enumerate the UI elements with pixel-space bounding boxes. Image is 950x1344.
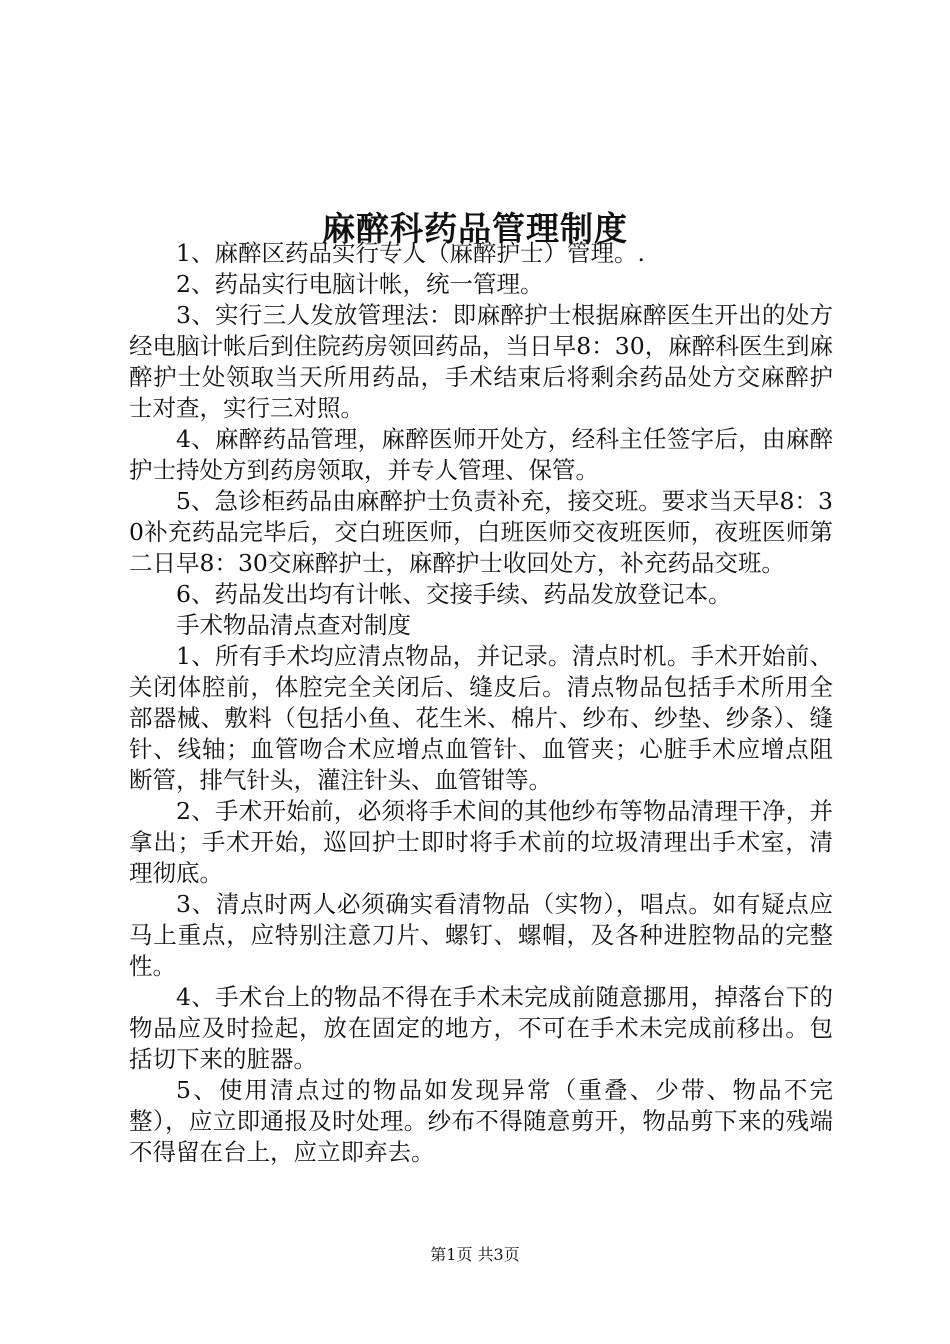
paragraph: 2、药品实行电脑计帐，统一管理。 [176, 270, 544, 298]
paragraph: 6、药品发出均有计帐、交接手续、药品发放登记本。 [176, 580, 732, 608]
paragraph: 1、麻醉区药品实行专人（麻醉护士）管理。. [176, 239, 645, 267]
paragraph: 4、麻醉药品管理，麻醉医师开处方，经科主任签字后，由麻醉护士持处方到药房领取，并专人管理、保管。 [129, 425, 833, 484]
paragraph: 5、使用清点过的物品如发现异常（重叠、少带、物品不完整），应立即通报及时处理。纱布不得随意剪开，物品剪下来的残端不得留在台上，应立即弃去。 [129, 1076, 833, 1166]
page-footer: 第1页 共3页 [430, 1245, 520, 1264]
document-title: 麻醉科药品管理制度 [322, 209, 628, 249]
paragraph: 5、急诊柜药品由麻醉护士负责补充，接交班。要求当天早8：30补充药品完毕后，交白班医师，白班医师交夜班医师，夜班医师第二日早8：30交麻醉护士，麻醉护士收回处方，补充药品交班。 [129, 487, 833, 577]
section-heading: 手术物品清点查对制度 [176, 611, 411, 639]
paragraph: 4、手术台上的物品不得在手术未完成前随意挪用，掉落台下的物品应及时捡起，放在固定的地方，不可在手术未完成前移出。包括切下来的脏器。 [129, 983, 833, 1073]
paragraph: 3、清点时两人必须确实看清物品（实物），唱点。如有疑点应马上重点，应特别注意刀片、螺钉、螺帽，及各种进腔物品的完整性。 [129, 890, 833, 980]
paragraph: 1、所有手术均应清点物品，并记录。清点时机。手术开始前、关闭体腔前，体腔完全关闭后、缝皮后。清点物品包括手术所用全部器械、敷料（包括小鱼、花生米、棉片、纱布、纱垫、纱条）、缝针、线轴；血管吻合术应增点血管针、血管夹；心脏手术应增点阻断管，排气针头，灌注针头、血管钳等。 [129, 642, 833, 794]
paragraph: 3、实行三人发放管理法：即麻醉护士根据麻醉医生开出的处方经电脑计帐后到住院药房领回药品，当日早8：30，麻醉科医生到麻醉护士处领取当天所用药品，手术结束后将剩余药品处方交麻醉护士对查，实行三对照。 [129, 301, 833, 422]
document-body [129, 238, 833, 1168]
paragraph: 2、手术开始前，必须将手术间的其他纱布等物品清理干净，并拿出；手术开始，巡回护士即时将手术前的垃圾清理出手术室，清理彻底。 [129, 797, 833, 887]
